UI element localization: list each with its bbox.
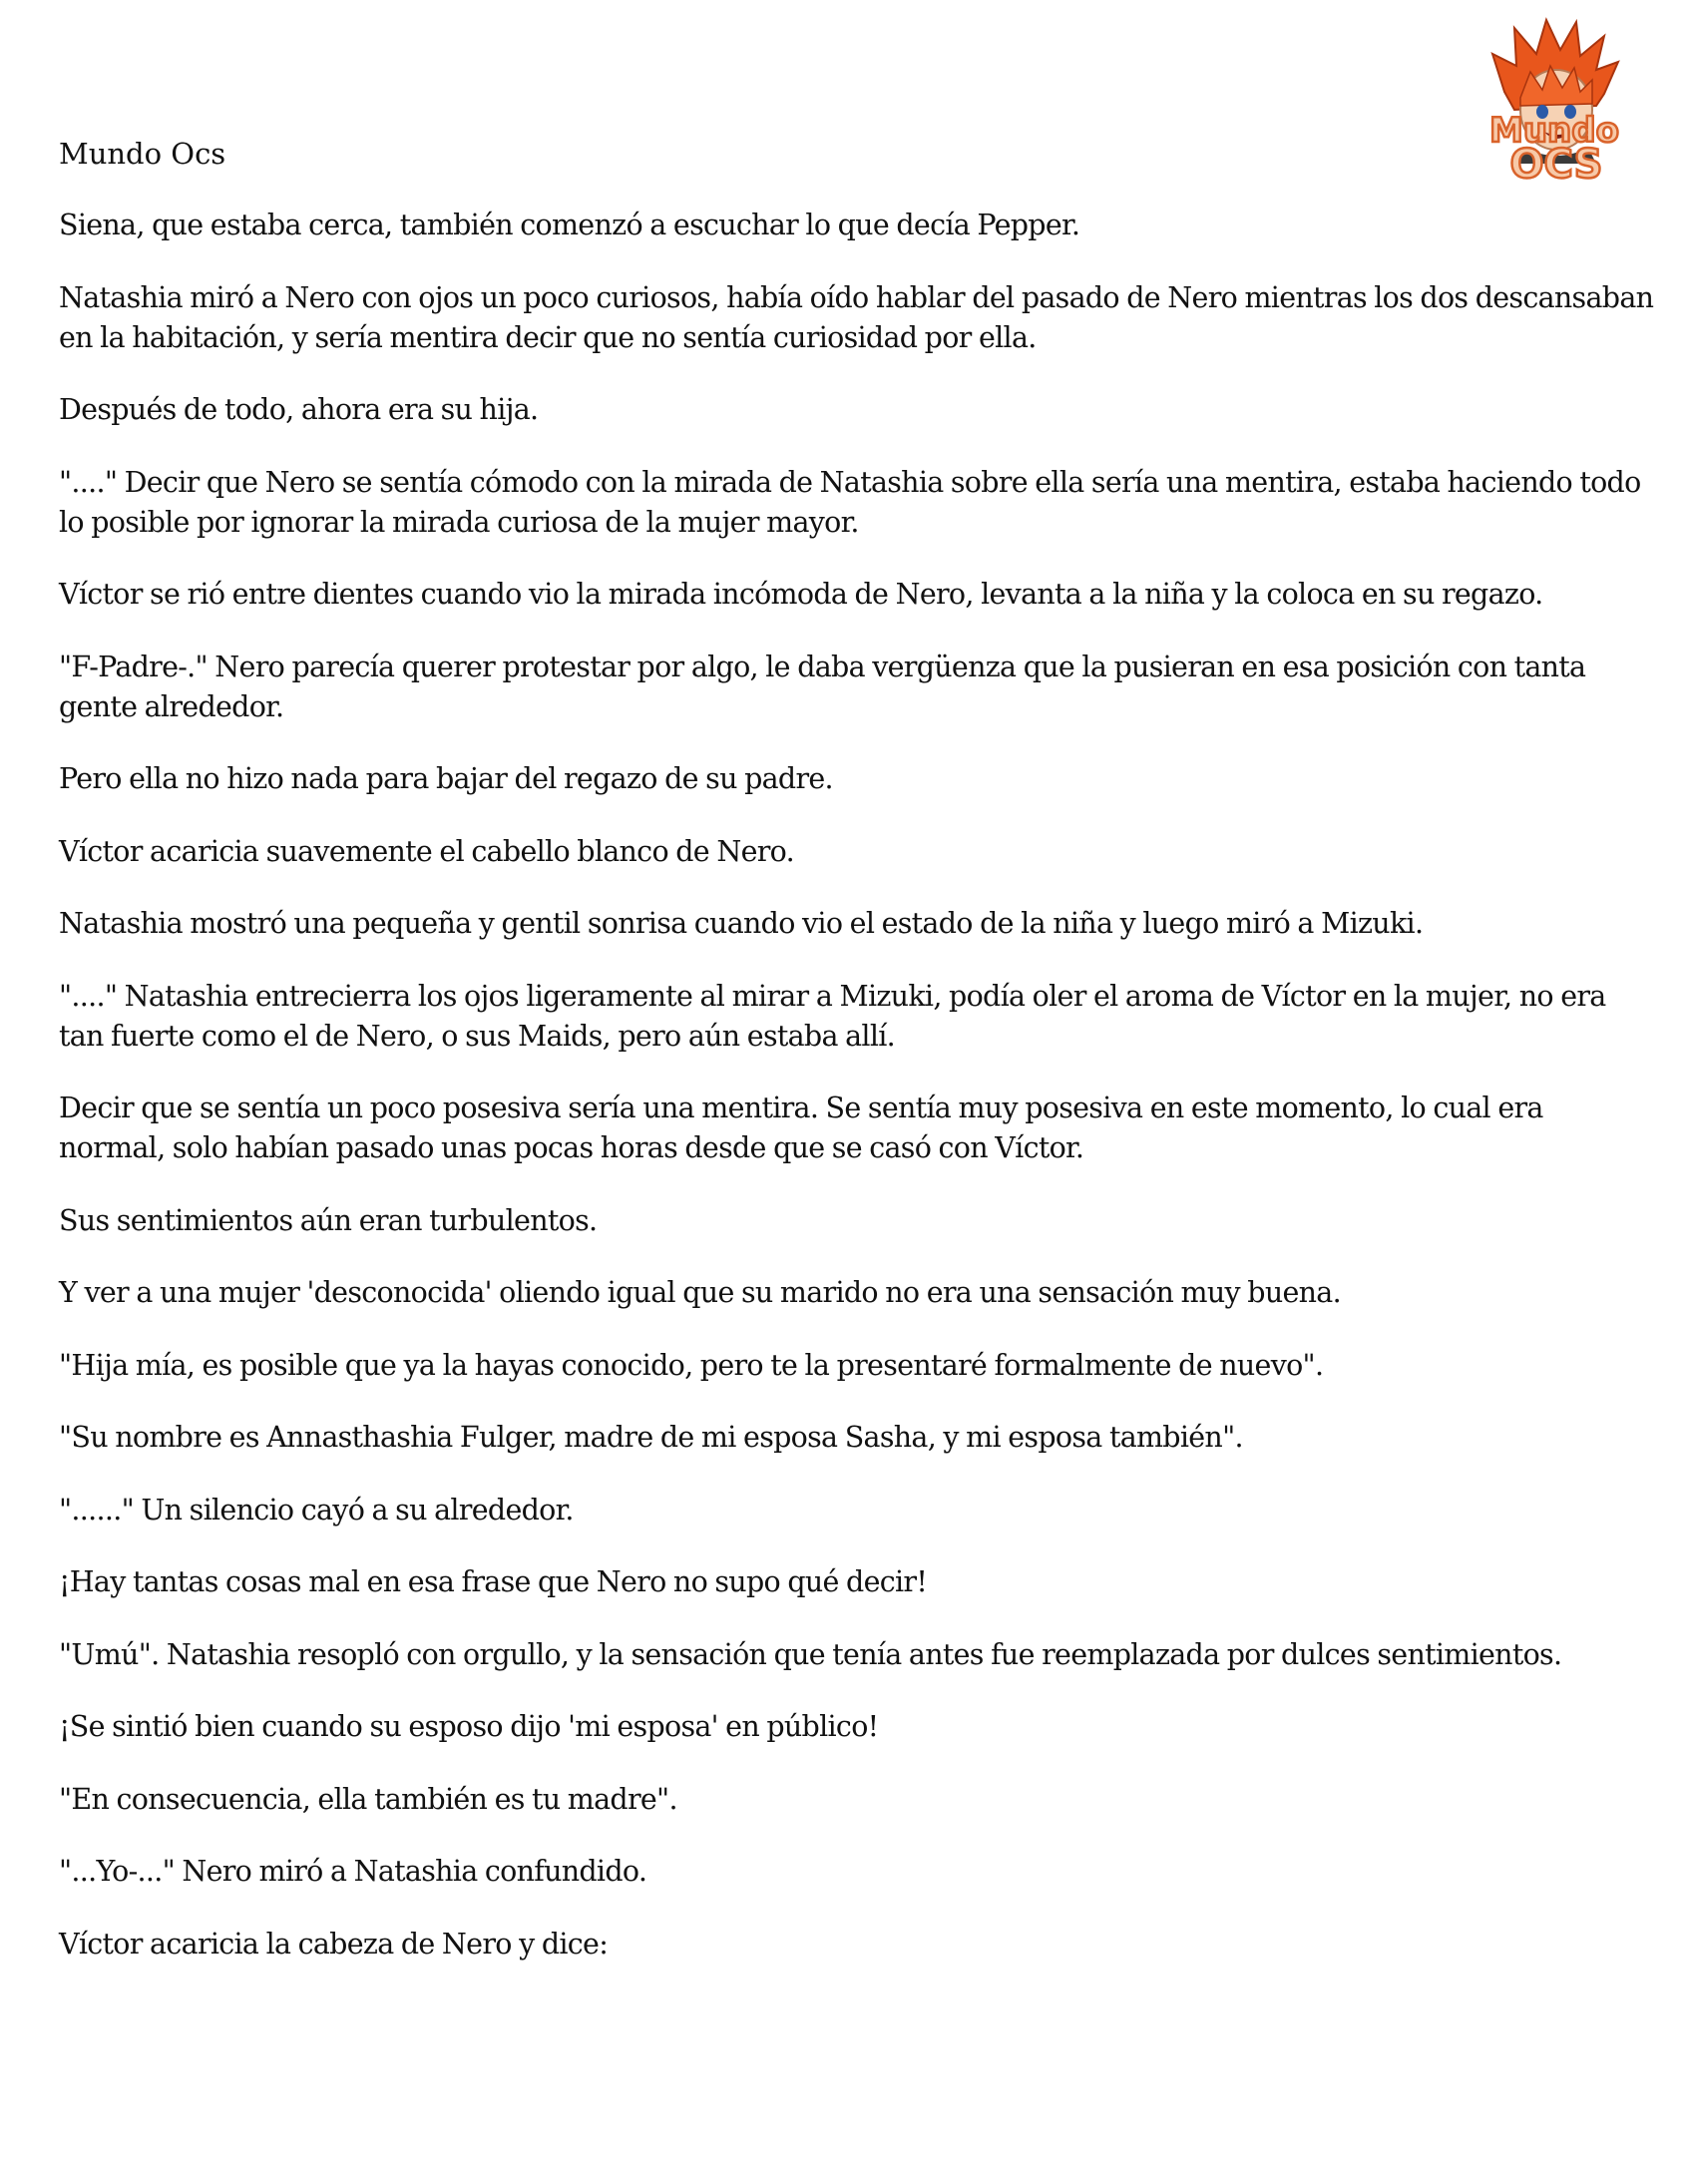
paragraph: "...." Decir que Nero se sentía cómodo con la mirada de Natashia sobre ella sería una mentira, estaba haciendo todo lo posible por ignorar la mirada curiosa de la mujer mayor. — [59, 465, 1641, 539]
paragraph: Después de todo, ahora era su hija. — [59, 393, 539, 426]
paragraph: "F-Padre-." Nero parecía querer protestar por algo, le daba vergüenza que la pusieran en esa posición con tanta gente alrededor. — [59, 650, 1586, 723]
paragraph: "...." Natashia entrecierra los ojos ligeramente al mirar a Mizuki, podía oler el aroma de Víctor en la mujer, no era tan fuerte como el de Nero, o sus Maids, pero aún estaba allí. — [59, 979, 1606, 1053]
paragraph: Siena, que estaba cerca, también comenzó a escuchar lo que decía Pepper. — [59, 209, 1080, 241]
paragraph: Natashia miró a Nero con ojos un poco curiosos, había oído hablar del pasado de Nero mientras los dos descansaban en la habitación, y sería mentira decir que no sentía curiosidad por ella. — [59, 280, 1654, 354]
paragraph: ¡Hay tantas cosas mal en esa frase que Nero no supo qué decir! — [59, 1565, 928, 1598]
paragraph: Sus sentimientos aún eran turbulentos. — [59, 1203, 598, 1237]
paragraph: "......" Un silencio cayó a su alrededor. — [59, 1493, 574, 1527]
paragraph: "En consecuencia, ella también es tu madre". — [59, 1782, 677, 1816]
paragraph: Víctor acaricia suavemente el cabello blanco de Nero. — [59, 834, 794, 868]
paragraph: Y ver a una mujer 'desconocida' oliendo igual que su marido no era una sensación muy buena. — [59, 1276, 1341, 1309]
paragraph: Natashia mostró una pequeña y gentil sonrisa cuando vio el estado de la niña y luego miró a Mizuki. — [59, 907, 1424, 940]
logo-graphic — [1465, 14, 1644, 184]
document-body — [59, 206, 1655, 1996]
logo-text-ocs: OCS — [1509, 142, 1603, 184]
paragraph: Víctor se rió entre dientes cuando vio la mirada incómoda de Nero, levanta a la niña y la coloca en su regazo. — [59, 578, 1543, 611]
paragraph: Pero ella no hizo nada para bajar del regazo de su padre. — [59, 762, 833, 795]
paragraph: "Umú". Natashia resopló con orgullo, y la sensación que tenía antes fue reemplazada por dulces sentimientos. — [59, 1637, 1562, 1671]
logo-text-mundo: Mundo — [1489, 111, 1619, 151]
paragraph: "...Yo-..." Nero miró a Natashia confundido. — [59, 1855, 647, 1888]
document-header: Mundo Ocs — [59, 137, 226, 171]
paragraph: "Hija mía, es posible que ya la hayas conocido, pero te la presentaré formalmente de nuevo". — [59, 1348, 1324, 1382]
mundo-ocs-logo — [1465, 14, 1644, 184]
paragraph: "Su nombre es Annasthashia Fulger, madre de mi esposa Sasha, y mi esposa también". — [59, 1421, 1243, 1454]
paragraph: Víctor acaricia la cabeza de Nero y dice: — [59, 1927, 609, 1961]
paragraph: ¡Se sintió bien cuando su esposo dijo 'mi esposa' en público! — [59, 1710, 879, 1743]
paragraph: Decir que se sentía un poco posesiva sería una mentira. Se sentía muy posesiva en este momento, lo cual era normal, solo habían pasado unas pocas horas desde que se casó con Víctor. — [59, 1092, 1543, 1164]
